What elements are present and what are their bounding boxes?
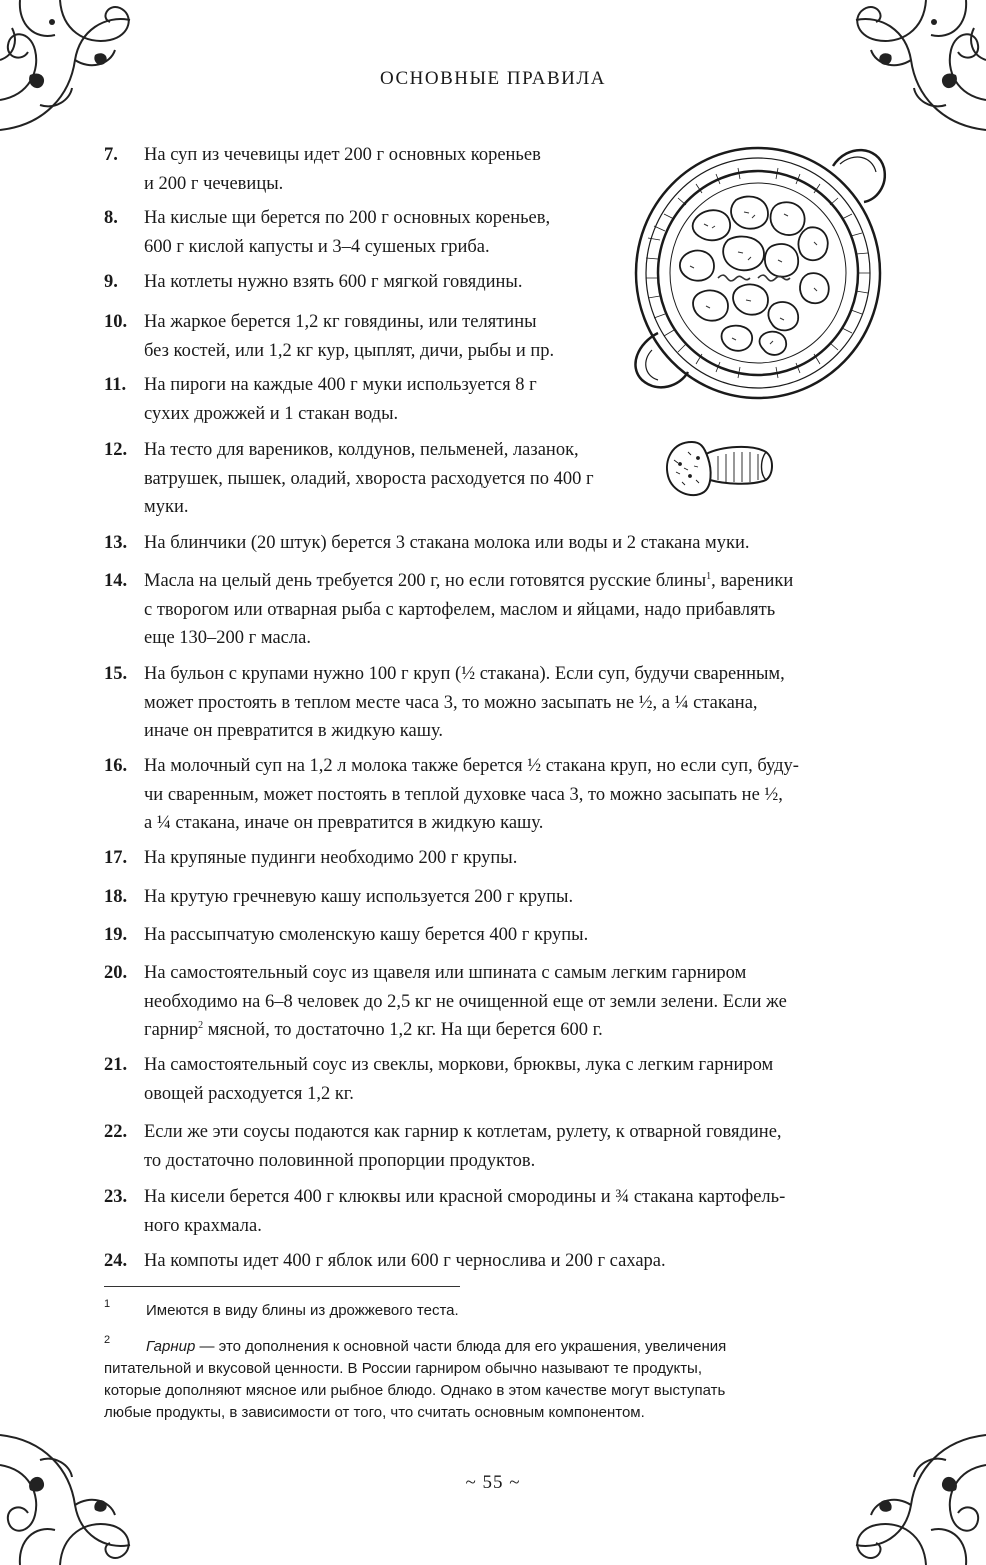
- list-item: [104, 1247, 666, 1276]
- item-line: На тесто для вареников, колдунов, пельменей, лазанок,: [144, 440, 579, 460]
- item-line: иначе он превратится в жидкую кашу.: [144, 721, 443, 741]
- item-line: На молочный суп на 1,2 л молока также берется ½ стакана круп, но если суп, буду-: [144, 756, 799, 776]
- page-number: ~ 55 ~: [465, 1472, 521, 1493]
- item-number: 17.: [104, 848, 128, 868]
- footnote-line: которые дополняют мясное или рыбное блюдо. Однако в этом качестве могут выступать: [104, 1382, 726, 1399]
- running-head: ОСНОВНЫЕ ПРАВИЛА: [380, 68, 606, 89]
- item-line: муки.: [144, 497, 189, 517]
- list-item: [104, 308, 554, 365]
- item-line: На крупяные пудинги необходимо 200 г крупы.: [144, 848, 518, 868]
- list-item: [104, 752, 799, 838]
- item-line: еще 130–200 г масла.: [144, 628, 311, 648]
- item-line: На пироги на каждые 400 г муки используется 8 г: [144, 375, 537, 395]
- item-line: необходимо на 6–8 человек до 2,5 кг не очищенной еще от земли зелени. Если же: [144, 991, 787, 1012]
- list-item: [104, 844, 517, 873]
- mushroom-illustration-icon: [662, 430, 777, 505]
- list-item: [104, 371, 537, 428]
- item-line: На крутую гречневую кашу используется 200 г крупы.: [144, 887, 574, 907]
- item-line: и 200 г чечевицы.: [144, 173, 284, 194]
- item-number: 16.: [104, 756, 128, 776]
- footnote-mark: 2: [104, 1334, 111, 1346]
- item-line: то достаточно половинной пропорции продуктов.: [144, 1150, 536, 1171]
- item-number: 21.: [104, 1055, 128, 1075]
- list-item: [104, 883, 573, 912]
- item-number: 20.: [104, 963, 128, 983]
- item-line: с творогом или отварная рыба с картофелем, маслом и яйцами, надо прибавлять: [144, 599, 776, 620]
- item-number: 10.: [104, 312, 128, 332]
- item-line: чи сваренным, может постоять в теплой духовке часа 3, то можно засыпать не ½,: [144, 784, 783, 805]
- item-line: овощей расходуется 1,2 кг.: [144, 1083, 354, 1104]
- item-line: На самостоятельный соус из свеклы, моркови, брюквы, лука с легким гарниром: [144, 1055, 774, 1075]
- footnote-ref: 1: [706, 570, 712, 582]
- list-item: [104, 660, 785, 746]
- list-item: [104, 1051, 773, 1108]
- item-number: 13.: [104, 533, 128, 553]
- list-item: [104, 921, 588, 950]
- footnote-line: любые продукты, в зависимости от того, что считать основным компонентом.: [104, 1404, 645, 1421]
- item-line: ватрушек, пышек, оладий, хвороста расходуется по 400 г: [144, 468, 594, 489]
- item-line: На бульон с крупами нужно 100 г круп (½ стакана). Если суп, будучи сваренным,: [144, 664, 785, 684]
- item-line: На компоты идет 400 г яблок или 600 г чернослива и 200 г сахара.: [144, 1251, 666, 1271]
- list-item: [104, 959, 787, 1045]
- item-line: может простоять в теплом месте часа 3, то можно засыпать не ½, а ¼ стакана,: [144, 692, 758, 713]
- list-item: [104, 436, 594, 522]
- footnote-term: Гарнир: [146, 1338, 196, 1355]
- item-line: Масла на целый день требуется 200 г, но если готовятся русские блины: [144, 571, 707, 591]
- item-line: сухих дрожжей и 1 стакан воды.: [144, 403, 399, 424]
- footnote-line: питательной и вкусовой ценности. В России гарниром обычно называют те продукты,: [104, 1360, 703, 1377]
- item-line: без костей, или 1,2 кг кур, цыплят, дичи, рыбы и пр.: [144, 340, 555, 361]
- footnote-mark: 1: [104, 1298, 111, 1310]
- list-item: [104, 529, 750, 558]
- item-line: На котлеты нужно взять 600 г мягкой говядины.: [144, 272, 523, 292]
- item-line-tail: , вареники: [711, 571, 794, 591]
- footnote: [104, 1336, 834, 1424]
- footnote-line: Имеются в виду блины из дрожжевого теста.: [146, 1302, 459, 1319]
- item-line: мясной, то достаточно 1,2 кг. На щи берется 600 г.: [203, 1020, 603, 1040]
- item-number: 9.: [104, 272, 118, 292]
- clay-pot-illustration-icon: [618, 128, 898, 413]
- list-item: [104, 567, 793, 653]
- item-line: На самостоятельный соус из щавеля или шпината с самым легким гарниром: [144, 963, 747, 983]
- item-line: На кислые щи берется по 200 г основных кореньев,: [144, 208, 551, 228]
- item-line: На жаркое берется 1,2 кг говядины, или телятины: [144, 312, 537, 332]
- item-number: 24.: [104, 1251, 128, 1271]
- list-item: [104, 268, 522, 297]
- item-number: 14.: [104, 571, 128, 591]
- item-number: 22.: [104, 1122, 128, 1142]
- footnote: [104, 1300, 834, 1322]
- footnote-line: — это дополнения к основной части блюда для его украшения, увеличения: [195, 1338, 727, 1355]
- item-number: 23.: [104, 1187, 128, 1207]
- item-line: На суп из чечевицы идет 200 г основных кореньев: [144, 145, 541, 165]
- item-line: 600 г кислой капусты и 3–4 сушеных гриба.: [144, 236, 490, 257]
- list-item: [104, 141, 541, 198]
- item-line: ного крахмала.: [144, 1215, 262, 1236]
- list-item: [104, 1118, 782, 1175]
- item-line: На кисели берется 400 г клюквы или красной смородины и ¾ стакана картофель-: [144, 1187, 786, 1207]
- item-number: 19.: [104, 925, 128, 945]
- item-number: 15.: [104, 664, 128, 684]
- item-number: 7.: [104, 145, 118, 165]
- list-item: [104, 1183, 785, 1240]
- footnote-rule: [104, 1286, 460, 1287]
- item-line: Если же эти соусы подаются как гарнир к котлетам, рулету, к отварной говядине,: [144, 1122, 782, 1142]
- list-item: [104, 204, 550, 261]
- item-number: 11.: [104, 375, 127, 395]
- item-line-head: гарнир: [144, 1020, 199, 1040]
- item-number: 12.: [104, 440, 128, 460]
- footnote-ref: 2: [198, 1019, 204, 1031]
- item-line: На рассыпчатую смоленскую кашу берется 400 г крупы.: [144, 925, 589, 945]
- item-number: 18.: [104, 887, 128, 907]
- item-number: 8.: [104, 208, 118, 228]
- item-line: а ¼ стакана, иначе он превратится в жидкую кашу.: [144, 813, 544, 833]
- item-line: На блинчики (20 штук) берется 3 стакана молока или воды и 2 стакана муки.: [144, 533, 750, 553]
